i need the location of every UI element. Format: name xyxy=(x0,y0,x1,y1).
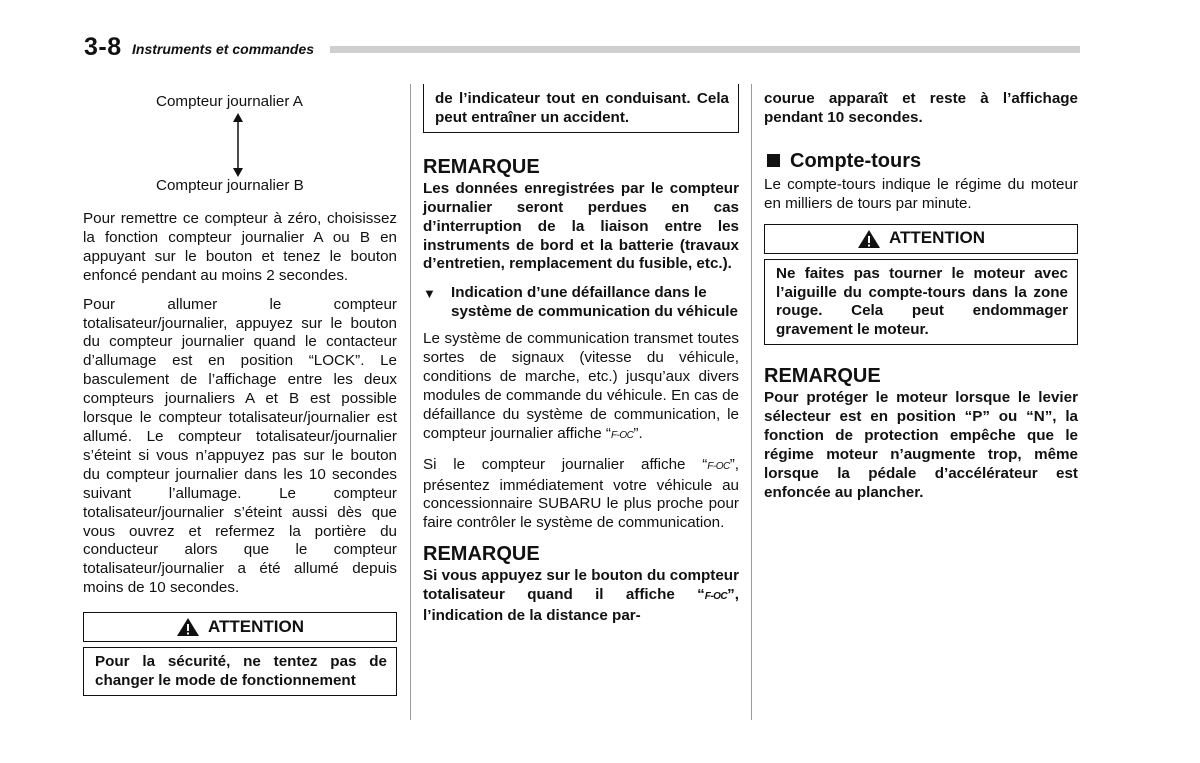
trip-meter-diagram xyxy=(83,93,397,203)
diagram-label-a: Compteur journalier A xyxy=(156,93,303,110)
paragraph-dealer xyxy=(423,456,739,534)
attention-label: ATTENTION xyxy=(207,616,304,636)
attention-body: Ne faites pas tourner le moteur avec l’aiguille du compte-tours dans la zone rouge. Cela peut endommager gravement le moteur. xyxy=(764,259,1078,346)
triangle-down-icon: ▼ xyxy=(423,286,436,302)
column-2 xyxy=(423,84,739,636)
warning-icon xyxy=(857,229,881,249)
remarque-heading-1: REMARQUE xyxy=(423,155,540,178)
attention-label: ATTENTION xyxy=(888,228,985,248)
page-number: 3-8 xyxy=(84,33,122,61)
square-bullet-icon xyxy=(767,154,780,167)
text-span: Si le compteur journalier affiche “ xyxy=(423,455,708,473)
foc-display-glyph: F-OC xyxy=(707,460,730,472)
column-divider-1 xyxy=(410,84,411,720)
foc-display-glyph: F-OC xyxy=(610,429,634,441)
remarque-continued: courue apparaît et reste à l’affichage pendant 10 secondes. xyxy=(764,90,1078,126)
attention-body: Pour la sécurité, ne tentez pas de changer le mode de fonctionnement xyxy=(83,647,397,696)
header-rule xyxy=(330,46,1080,53)
remarque-text-2 xyxy=(423,567,739,626)
attention-header xyxy=(764,224,1078,254)
column-3 xyxy=(764,90,1078,513)
warning-icon xyxy=(176,617,200,637)
section-heading xyxy=(764,150,1078,172)
column-divider-2 xyxy=(751,84,752,720)
section-heading-text: Compte-tours xyxy=(790,149,922,172)
remarque-text-1: Les données enregistrées par le compteur journalier seront perdues en cas d’interruption de la liaison entre les instruments de bord et la batterie (travaux d’entretien, remplacement du fusible, etc.). xyxy=(423,179,739,273)
foc-display-glyph: F-OC xyxy=(704,591,728,603)
text-span: Si vous appuyez sur le bouton du compteur totalisateur quand il affiche “ xyxy=(423,567,739,604)
text-span: ”, l’indication de la distance par- xyxy=(423,586,739,625)
subsection-heading-text: Indication d’une défaillance dans le système de communication du véhicule xyxy=(451,284,738,321)
paragraph-tachometer: Le compte-tours indique le régime du moteur en milliers de tours par minute. xyxy=(764,175,1078,212)
remarque-text-3: Pour protéger le moteur lorsque le levier sélecteur est en position “P” ou “N”, la fonction de protection empêche que le régime moteur n’augmente trop, même lorsque la pédale d’accélérateur est enfoncée au plancher. xyxy=(764,389,1078,501)
attention-header xyxy=(83,612,397,642)
paragraph-reset: Pour remettre ce compteur à zéro, choisissez la fonction compteur journalier A ou B en appuyant sur le bouton et tenez le bouton enfoncé pendant au moins 2 secondes. xyxy=(83,210,397,284)
remarque-heading-3: REMARQUE xyxy=(764,365,881,388)
paragraph-activate: Pour allumer le compteur totalisateur/journalier, appuyez sur le bouton du compteur journalier quand le contacteur d’allumage est en position “LOCK”. Le basculement de l’affichage entre les deux compteurs journaliers A et B est possible lorsque le compteur totalisateur/journalier est allumé. Le compteur totalisateur/journalier s’éteint si vous n’appuyez pas sur le bouton du compteur journalier dans les 10 secondes suivant l’allumage. Le compteur totalisateur/journalier s’éteint aussi dès que vous ouvrez et refermez la portière du conducteur alors que le compteur totalisateur/journalier a été allumé depuis moins de 10 secondes. xyxy=(83,295,397,597)
double-arrow-icon xyxy=(231,113,245,177)
subsection-heading xyxy=(423,284,739,322)
column-1 xyxy=(83,84,397,696)
remarque-heading-2: REMARQUE xyxy=(423,543,540,566)
paragraph-communication xyxy=(423,330,739,445)
section-title: Instruments et commandes xyxy=(132,41,315,57)
text-span: Le système de communication transmet toutes sortes de signaux (vitesse du véhicule, conditions de marche, etc.) jusqu’aux divers modules de commande du véhicule. En cas de défaillance du système de communication, le compteur journalier affiche “ xyxy=(423,330,739,442)
text-span: ”. xyxy=(633,424,643,442)
page-header xyxy=(84,32,1080,62)
diagram-label-b: Compteur journalier B xyxy=(156,177,304,194)
text-span: ”, présentez immédiatement votre véhicule au concessionnaire SUBARU le plus proche pour faire contrôler le système de communication. xyxy=(423,455,739,532)
attention-body-continued: de l’indicateur tout en conduisant. Cela peut entraîner un accident. xyxy=(423,84,739,133)
